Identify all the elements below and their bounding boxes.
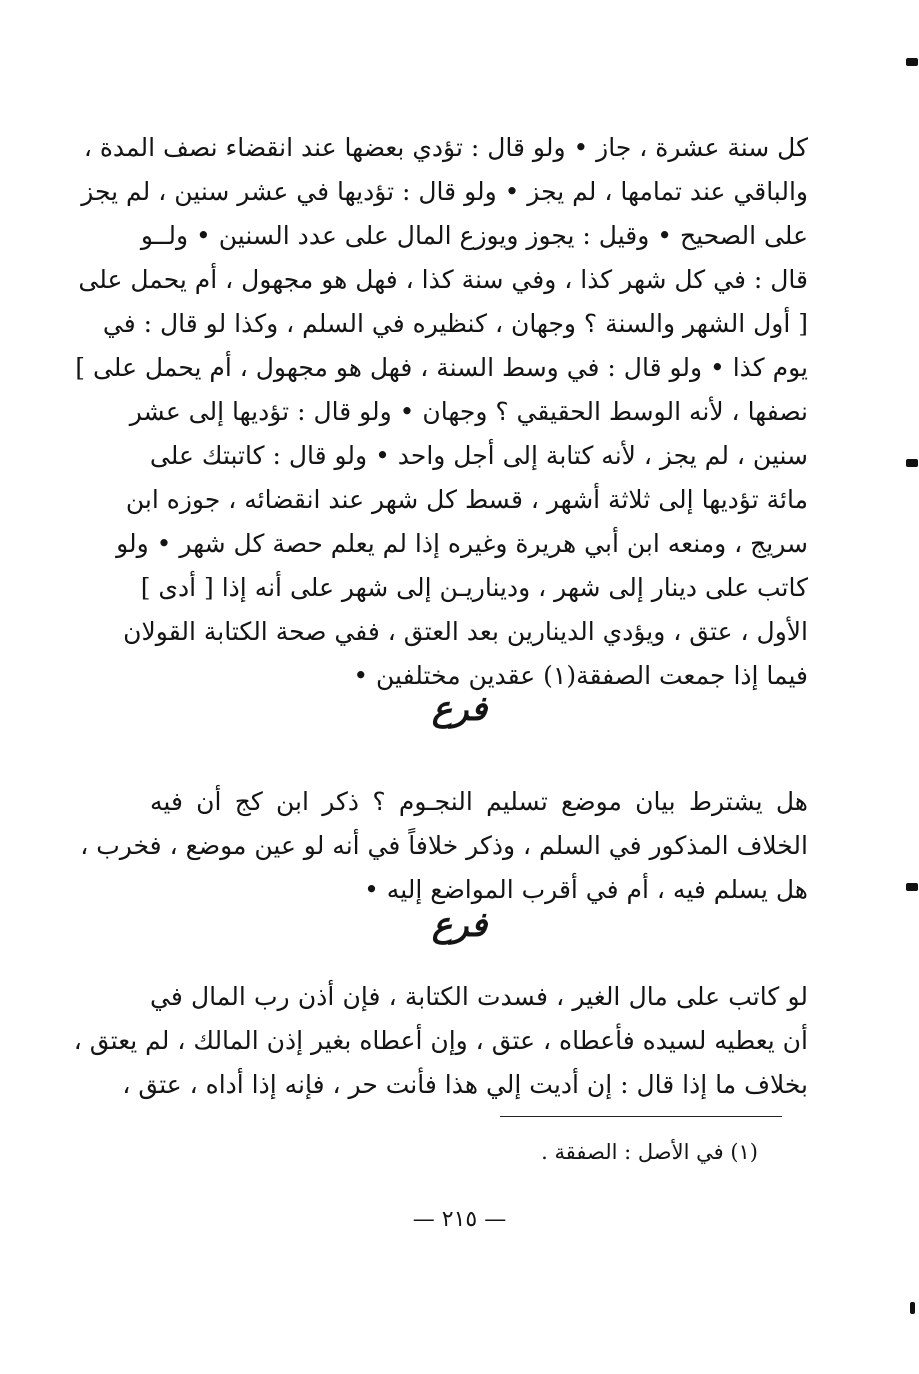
paragraph-1 [75, 126, 808, 698]
text-line: والباقي عند تمامها ، لم يجز • ولو قال : تؤديها في عشر سنين ، لم يجز [81, 177, 808, 206]
page-number: — ٢١٥ — [412, 1207, 507, 1232]
text-line: بخلاف ما إذا قال : إن أديت إلي هذا فأنت حر ، فإنه إذا أداه ، عتق ، [122, 1070, 808, 1099]
text-line: الخلاف المذكور في السلم ، وذكر خلافاً في أنه لو عين موضع ، فخرب ، [80, 831, 808, 860]
section-heading: فرع [431, 905, 488, 945]
text-line: هل يشترط بيان موضع تسليم النجـوم ؟ ذكر ابن كج أن فيه [150, 787, 808, 816]
margin-ink-mark [906, 459, 918, 467]
text-line: لو كاتب على مال الغير ، فسدت الكتابة ، فإن أذن رب المال في [150, 982, 808, 1011]
text-line: نصفها ، لأنه الوسط الحقيقي ؟ وجهان • ولو قال : تؤديها إلى عشر [129, 397, 808, 426]
text-line: هل يسلم فيه ، أم في أقرب المواضع إليه • [364, 875, 808, 904]
text-line: على الصحيح • وقيل : يجوز ويوزع المال على عدد السنين • ولــو [140, 221, 808, 250]
text-line: سريج ، ومنعه ابن أبي هريرة وغيره إذا لم يعلم حصة كل شهر • ولو [116, 529, 808, 558]
text-line: [ أول الشهر والسنة ؟ وجهان ، كنظيره في السلم ، وكذا لو قال : في [102, 309, 808, 338]
text-line: كاتب على دينار إلى شهر ، وديناريـن إلى شهر على أنه إذا [ أدى ] [140, 573, 808, 602]
footnote-divider [500, 1116, 782, 1117]
paragraph-3 [73, 975, 808, 1107]
text-line: سنين ، لم يجز ، لأنه كتابة إلى أجل واحد • ولو قال : كاتبتك على [149, 441, 808, 470]
text-line: الأول ، عتق ، ويؤدي الدينارين بعد العتق ، ففي صحة الكتابة القولان [123, 617, 808, 646]
margin-ink-mark [906, 58, 918, 66]
margin-ink-mark [906, 883, 918, 891]
paragraph-2 [80, 780, 808, 912]
footnote: (١) في الأصل : الصفقة . [541, 1140, 758, 1164]
text-line: فيما إذا جمعت الصفقة(١) عقدين مختلفين • [353, 661, 808, 690]
text-line: كل سنة عشرة ، جاز • ولو قال : تؤدي بعضها عند انقضاء نصف المدة ، [83, 133, 808, 162]
margin-ink-mark [910, 1302, 915, 1314]
text-line: يوم كذا • ولو قال : في وسط السنة ، فهل هو مجهول ، أم يحمل على ] [75, 353, 808, 382]
text-line: أن يعطيه لسيده فأعطاه ، عتق ، وإن أعطاه بغير إذن المالك ، لم يعتق ، [73, 1026, 808, 1055]
text-line: مائة تؤديها إلى ثلاثة أشهر ، قسط كل شهر عند انقضائه ، جوزه ابن [125, 485, 808, 514]
text-line: قال : في كل شهر كذا ، وفي سنة كذا ، فهل هو مجهول ، أم يحمل على [78, 265, 808, 294]
section-heading: فرع [431, 689, 488, 729]
